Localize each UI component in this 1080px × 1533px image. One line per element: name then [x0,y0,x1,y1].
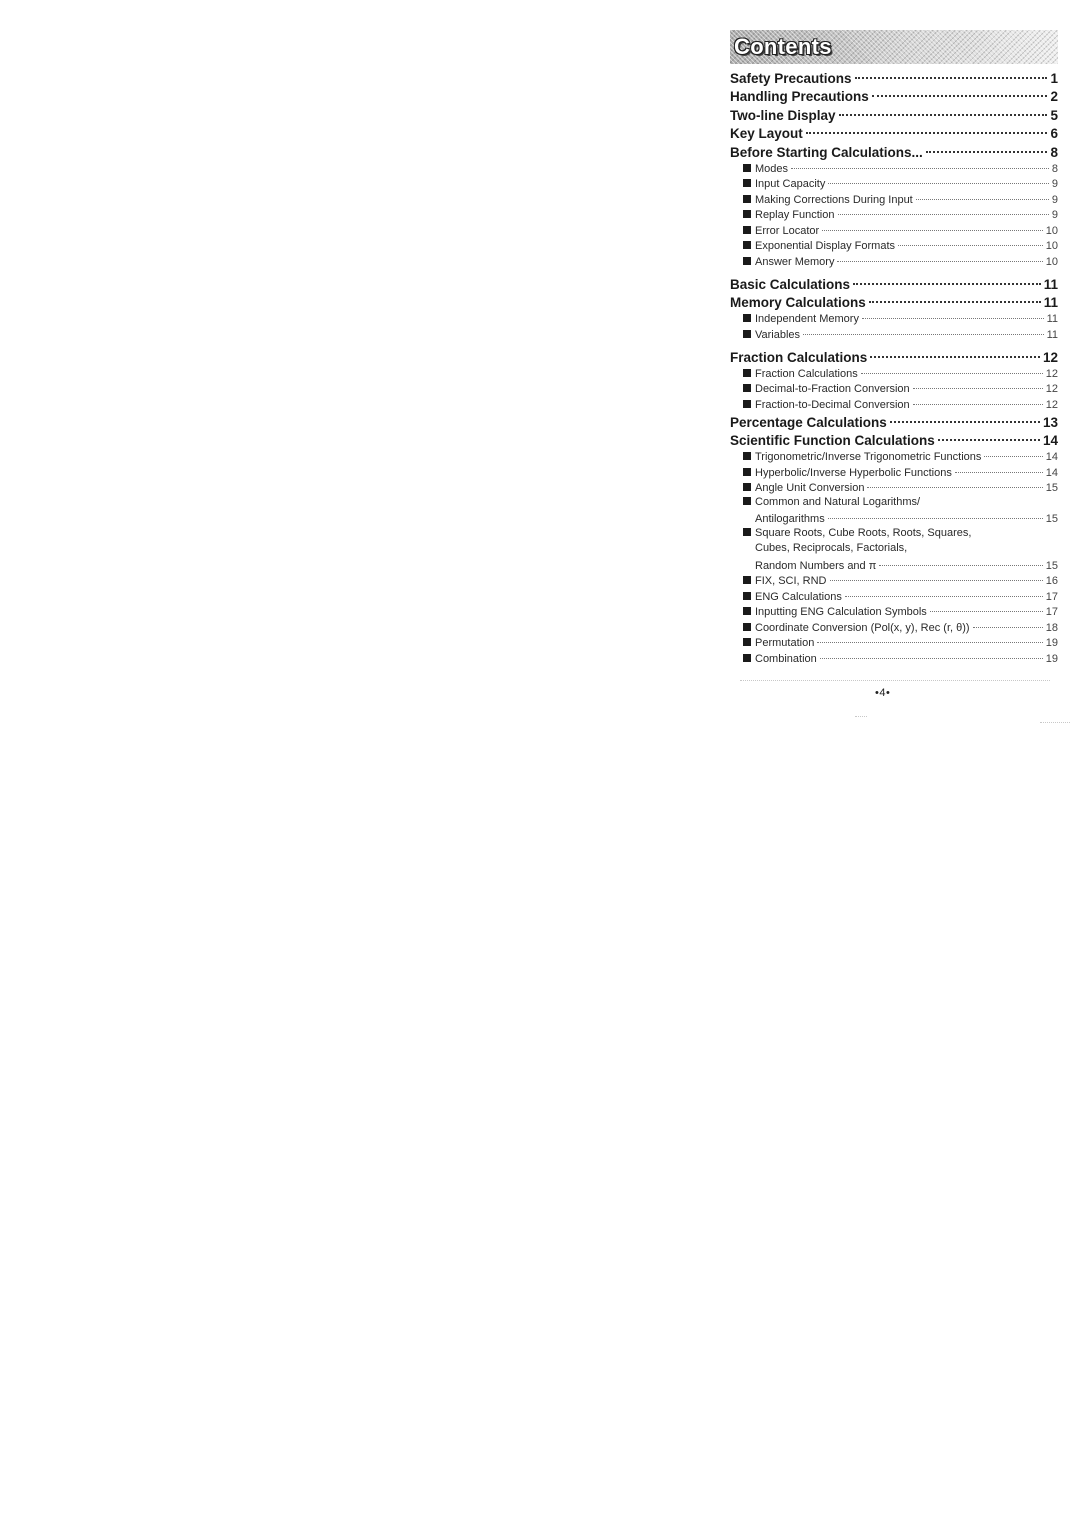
dot-leader [890,407,1040,423]
toc-subentry [730,326,1058,342]
square-bullet-icon [743,607,751,615]
toc-list [730,67,1058,665]
scan-noise [740,680,1050,682]
page-number: •4• [875,687,891,699]
toc-entry-label: Random Numbers and π [755,559,877,572]
scan-noise [1040,722,1070,724]
square-bullet-icon [743,195,751,203]
dot-leader [938,426,1040,442]
dot-leader [828,172,1049,184]
square-bullet-icon [743,384,751,392]
toc-page-number: 10 [1045,224,1058,237]
dot-leader [853,269,1041,285]
toc-entry-label: Scientific Function Calculations [730,433,935,448]
toc-entry-label: Hyperbolic/Inverse Hyperbolic Functions [755,466,952,479]
toc-page-number: 15 [1045,513,1058,525]
toc-entry-label: Angle Unit Conversion [755,482,865,494]
dot-leader [838,203,1049,215]
toc-entry-label: Coordinate Conversion (Pol(x, y), Rec (r, θ)) [755,621,970,634]
toc-page-number: 9 [1051,178,1058,190]
dot-leader [828,507,1043,519]
dot-leader [862,307,1044,319]
toc-page-number: 1 [1050,70,1058,86]
square-bullet-icon [743,369,751,377]
dot-leader [791,157,1049,169]
toc-entry-label: Input Capacity [755,178,826,190]
dot-leader [984,445,1042,457]
dot-leader [879,554,1042,566]
toc-entry-label: Decimal-to-Fraction Conversion [755,383,910,395]
toc-page-number: 11 [1043,276,1058,292]
dot-leader [916,188,1049,200]
toc-subentry [730,650,1058,666]
toc-page-number: 6 [1050,126,1058,141]
toc-entry-label: Cubes, Reciprocals, Factorials, [755,542,908,554]
toc-page-number: 14 [1042,433,1058,448]
contents-title: Contents [734,34,832,59]
dot-leader [822,219,1043,231]
scan-noise [855,716,867,718]
toc-entry-label: Handling Precautions [730,89,869,104]
square-bullet-icon [743,257,751,265]
dot-leader [872,82,1048,98]
toc-page-number: 19 [1045,637,1058,649]
square-bullet-icon [743,210,751,218]
square-bullet-icon [743,528,751,536]
dot-leader [845,585,1043,597]
toc-entry-label: Key Layout [730,126,803,141]
toc-entry-label: Combination [755,652,817,665]
square-bullet-icon [743,314,751,322]
toc-entry-label: Fraction Calculations [755,367,858,380]
toc-page-number: 14 [1045,466,1058,479]
toc-entry-label: Exponential Display Formats [755,240,896,252]
toc-entry-label: Memory Calculations [730,295,866,310]
toc-page-number: 14 [1045,451,1058,463]
dot-leader [803,323,1044,335]
toc-entry-label: Making Corrections During Input [755,193,913,206]
dot-leader [869,288,1041,304]
square-bullet-icon [743,164,751,172]
toc-entry-label: Error Locator [755,224,820,237]
toc-page-number: 10 [1045,255,1058,268]
toc-page-number: 11 [1046,328,1058,341]
toc-page-number: 17 [1045,590,1058,603]
toc-entry-label: Antilogarithms [755,513,825,525]
toc-entry-label: Modes [755,162,789,175]
square-bullet-icon [743,592,751,600]
square-bullet-icon [743,576,751,584]
toc-entry-label: Percentage Calculations [730,414,887,430]
toc-subentry [730,526,1058,542]
toc-entry-label: Square Roots, Cube Roots, Roots, Squares, [755,526,972,539]
square-bullet-icon [743,483,751,491]
toc-entry-label: Trigonometric/Inverse Trigonometric Functions [755,451,982,463]
toc-page-number: 12 [1045,383,1058,395]
toc-page-number: 17 [1045,606,1058,618]
dot-leader [855,63,1048,79]
dot-leader [926,137,1048,153]
dot-leader [870,342,1040,358]
toc-page-number: 12 [1045,398,1058,411]
toc-page-number: 11 [1046,313,1058,325]
toc-entry-label: Replay Function [755,209,835,221]
toc-page-number: 13 [1042,414,1058,430]
square-bullet-icon [743,179,751,187]
dot-leader [898,234,1043,246]
toc-entry-label: FIX, SCI, RND [755,575,827,587]
square-bullet-icon [743,241,751,249]
square-bullet-icon [743,654,751,662]
toc-page-number: 11 [1043,295,1058,310]
dot-leader [930,600,1043,612]
dot-leader [913,377,1043,389]
square-bullet-icon [743,468,751,476]
contents-title-banner [730,30,1058,64]
dot-leader [837,250,1042,262]
square-bullet-icon [743,330,751,338]
toc-page-number: 8 [1051,162,1058,175]
dot-leader [817,631,1042,643]
toc-entry-label: Fraction Calculations [730,349,868,365]
dot-leader [955,461,1043,473]
toc-page-number: 12 [1042,349,1058,365]
square-bullet-icon [743,623,751,631]
dot-leader [861,362,1043,374]
toc-page-number: 12 [1045,367,1058,380]
toc-page-number: 15 [1045,559,1058,572]
dot-leader [867,476,1042,488]
square-bullet-icon [743,452,751,460]
toc-page-number: 19 [1045,652,1058,665]
toc-subentry [730,510,1058,526]
dot-leader [973,616,1043,628]
toc-entry-label: Before Starting Calculations... [730,144,923,160]
dot-leader [806,119,1048,135]
dot-leader [820,647,1043,659]
toc-entry-label: Fraction-to-Decimal Conversion [755,398,910,411]
toc-entry-label: Answer Memory [755,255,835,268]
dot-leader [913,393,1043,405]
toc-entry-label: Basic Calculations [730,276,851,292]
square-bullet-icon [743,400,751,408]
toc-entry-label: ENG Calculations [755,590,842,603]
square-bullet-icon [743,226,751,234]
toc-page-number: 8 [1050,144,1058,160]
toc-subentry [730,253,1058,269]
toc-page-number: 9 [1051,209,1058,221]
toc-entry-label: Variables [755,328,801,341]
square-bullet-icon [743,497,751,505]
square-bullet-icon [743,638,751,646]
dot-leader [830,569,1043,581]
dot-leader [839,100,1048,116]
toc-entry-label: Permutation [755,637,815,649]
toc-page-number: 15 [1045,482,1058,494]
toc-page-number: 10 [1045,240,1058,252]
toc-page-number: 9 [1051,193,1058,206]
toc-page-number: 16 [1045,575,1058,587]
toc-entry-label: Safety Precautions [730,70,852,86]
toc-page-number: 2 [1050,89,1058,104]
toc-page-number: 5 [1050,107,1058,123]
toc-subentry [730,479,1058,495]
toc-entry-label: Independent Memory [755,313,859,325]
toc-page-number: 18 [1045,621,1058,634]
toc-entry-label: Common and Natural Logarithms/ [755,495,921,508]
toc-entry-label: Inputting ENG Calculation Symbols [755,606,927,618]
table-of-contents [730,30,1058,665]
toc-entry-label: Two-line Display [730,107,836,123]
